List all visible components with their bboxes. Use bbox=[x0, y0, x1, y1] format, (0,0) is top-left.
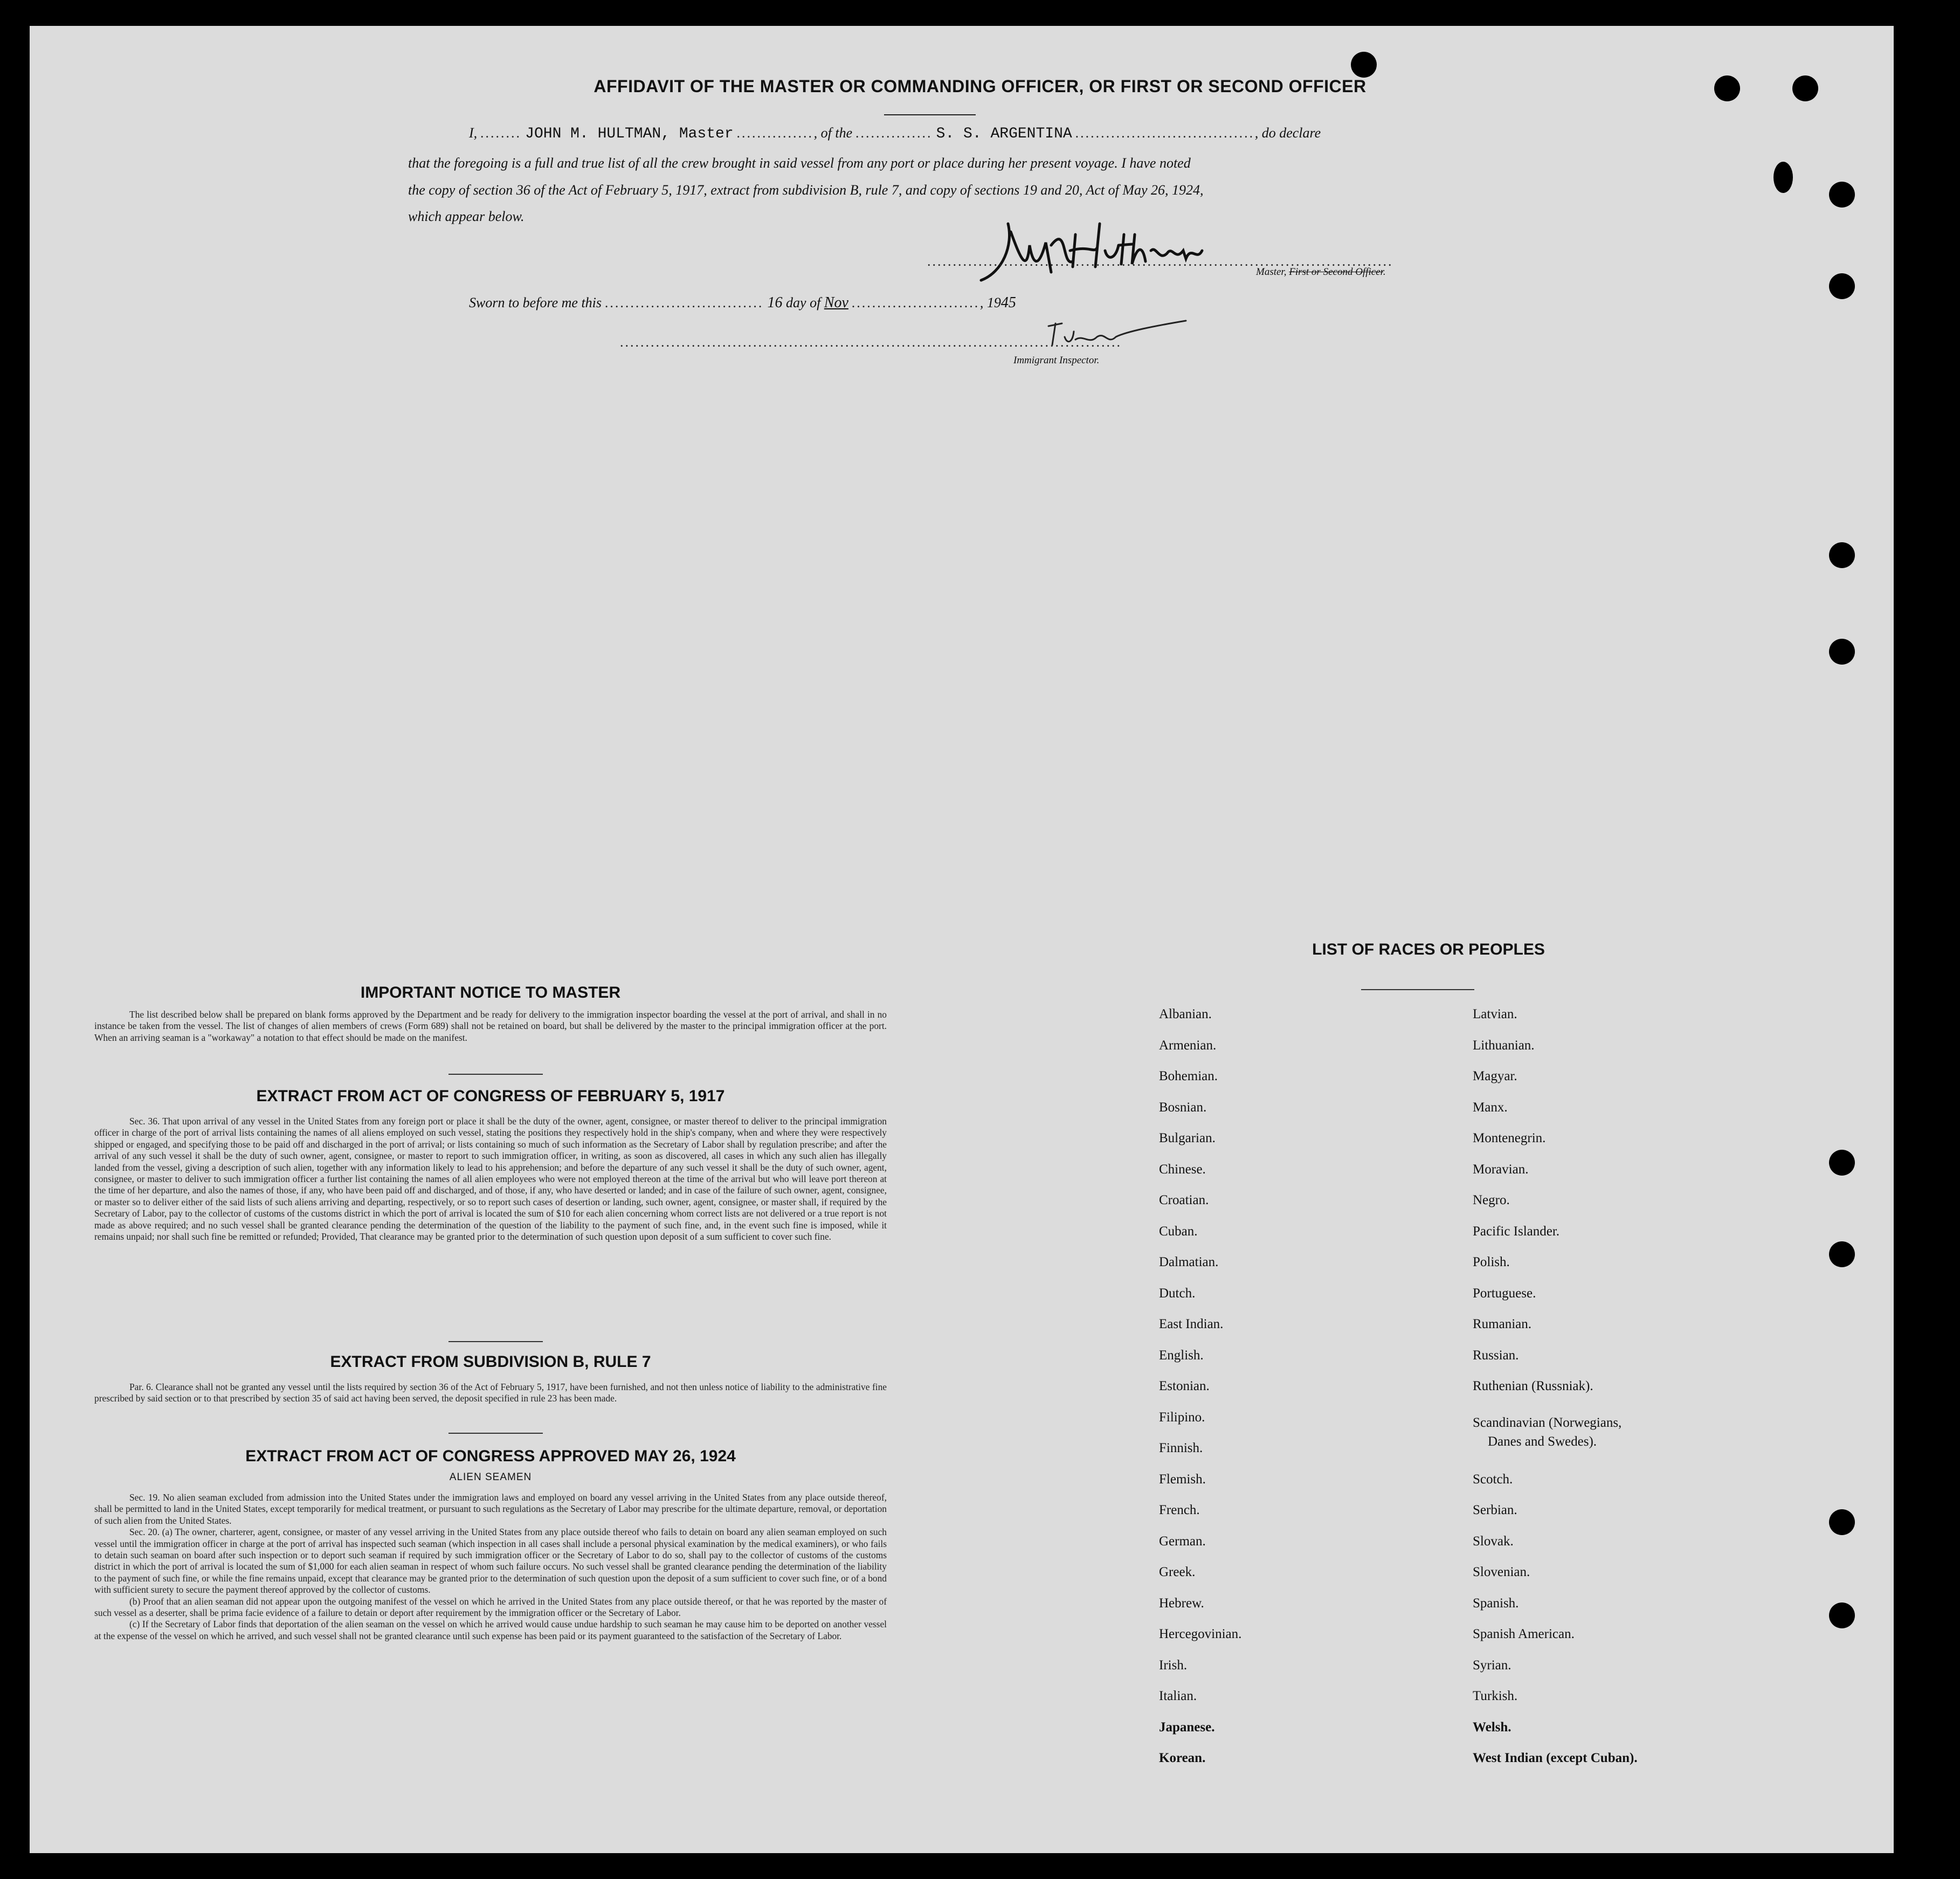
race-item: Irish. bbox=[1159, 1658, 1188, 1673]
sec-20b-text: (b) Proof that an alien seaman did not appear upon the outgoing manifest of the vessel on which he arrived in the United States from any place outside thereof, or that he was reported by the master of such vessel as a deserter, shall be prima facie evidence of a failure to detain or deport after requirement by the immigration officer or the Secretary of Labor. bbox=[94, 1595, 887, 1619]
punch-hole bbox=[1829, 1241, 1855, 1267]
race-item: Portuguese. bbox=[1473, 1286, 1536, 1301]
struck-officer-title: First or Second Officer bbox=[1289, 266, 1383, 278]
master-caption: Master, First or Second Officer. bbox=[1256, 266, 1386, 278]
race-item: Slovak. bbox=[1473, 1534, 1514, 1549]
race-item: Scotch. bbox=[1473, 1472, 1513, 1487]
races-list-title: LIST OF RACES OR PEOPLES bbox=[1312, 941, 1545, 958]
notice-title: IMPORTANT NOTICE TO MASTER bbox=[360, 984, 621, 1001]
master-name-field: JOHN M. HULTMAN, Master bbox=[525, 126, 734, 142]
sec-20a-text: Sec. 20. (a) The owner, charterer, agent, consignee, or master of any vessel arriving in the United States from any place outside thereof who fails to detain on board any alien seaman employed on such vessel until the immigration officer in charge at the port of arrival has inspected such seaman (which inspection in all cases shall include a personal physical examination by the medical examiners), or who fails to detain such seaman on board after such inspection or to deport such seaman if required by such immigration officer or the Secretary of Labor to do so, shall pay to the collector of customs of the customs district in which the port of arrival is located the sum of $1,000 for each alien seaman in respect of whom such failure occurs. No such vessel shall be granted clearance pending the determination of the liability to the payment of such fine, or while the fine remains unpaid, except that clearance may be granted prior to the determination of such question upon the deposit of a sum sufficient to cover such fine, or of a bond with sufficient surety to secure the payment thereof approved by the collector of customs. bbox=[94, 1526, 887, 1595]
race-item: Greek. bbox=[1159, 1565, 1196, 1579]
sec-19-text: Sec. 19. No alien seaman excluded from admission into the United States under the immigration laws and employed on board any vessel arriving in the United States from any place outside thereof, shall be permitted to land in the United States, except temporarily for medical treatment, or pursuant to such regulations as the Secretary of Labor may prescribe for the ultimate departure, removal, or deportation of such alien from the United States. bbox=[94, 1492, 887, 1526]
race-item: Bulgarian. bbox=[1159, 1131, 1216, 1145]
race-item: Lithuanian. bbox=[1473, 1038, 1535, 1053]
sworn-year-field: 45 bbox=[1000, 294, 1016, 311]
of-the-label: , of the bbox=[813, 125, 853, 141]
race-item: Spanish. bbox=[1473, 1596, 1519, 1611]
race-item: Pacific Islander. bbox=[1473, 1224, 1560, 1239]
race-item: Syrian. bbox=[1473, 1658, 1512, 1673]
race-item: West Indian (except Cuban). bbox=[1473, 1751, 1638, 1765]
punch-hole bbox=[1829, 639, 1855, 665]
race-item-continued: Danes and Swedes). bbox=[1488, 1434, 1597, 1449]
sec-20c-text: (c) If the Secretary of Labor finds that deportation of the alien seaman on the vessel on which he arrived would cause undue hardship to such seaman he may cause him to be deported on another vessel at the expense of the vessel on which he arrived, and such vessel shall not be granted clearance until such expense has been paid or its payment guaranteed to the satisfaction of the Secretary of Labor. bbox=[94, 1619, 887, 1641]
race-item: Dalmatian. bbox=[1159, 1255, 1219, 1269]
race-item: Korean. bbox=[1159, 1751, 1206, 1765]
affidavit-title-rule bbox=[884, 114, 976, 115]
punch-hole bbox=[1829, 1602, 1855, 1628]
signature-line: ........................................................................................... bbox=[927, 253, 1393, 269]
race-item: Welsh. bbox=[1473, 1720, 1512, 1735]
race-item: French. bbox=[1159, 1503, 1200, 1517]
race-item: Turkish. bbox=[1473, 1689, 1518, 1703]
section-rule bbox=[448, 1433, 543, 1434]
punch-hole bbox=[1829, 542, 1855, 568]
race-item: Negro. bbox=[1473, 1193, 1510, 1207]
section-rule bbox=[448, 1074, 543, 1075]
sworn-label: Sworn to before me this bbox=[469, 295, 602, 310]
race-item: Slovenian. bbox=[1473, 1565, 1530, 1579]
pronoun-i: I, bbox=[469, 125, 478, 141]
inspector-signature-line: .................................................................................................. bbox=[620, 334, 1122, 350]
race-item: Armenian. bbox=[1159, 1038, 1217, 1053]
race-item: Croatian. bbox=[1159, 1193, 1209, 1207]
affidavit-declaration-line: I, ........ JOHN M. HULTMAN, Master ..............., of the ............... S. S. ARGENTINA ..................................., do declare bbox=[469, 125, 1321, 142]
day-of-label: day of bbox=[786, 295, 821, 310]
race-item: Magyar. bbox=[1473, 1069, 1517, 1083]
race-item: Italian. bbox=[1159, 1689, 1197, 1703]
punch-hole bbox=[1829, 1509, 1855, 1535]
races-title-rule bbox=[1361, 989, 1474, 990]
punch-hole bbox=[1829, 1150, 1855, 1176]
race-item: Moravian. bbox=[1473, 1162, 1529, 1177]
race-item: Albanian. bbox=[1159, 1007, 1212, 1021]
race-item: Montenegrin. bbox=[1473, 1131, 1546, 1145]
race-item: Manx. bbox=[1473, 1100, 1508, 1115]
race-item: Ruthenian (Russniak). bbox=[1473, 1379, 1593, 1393]
race-item: Bosnian. bbox=[1159, 1100, 1207, 1115]
race-item: Filipino. bbox=[1159, 1410, 1205, 1425]
section-rule bbox=[448, 1341, 543, 1342]
race-item: Hercegovinian. bbox=[1159, 1627, 1242, 1641]
race-item: Hebrew. bbox=[1159, 1596, 1204, 1611]
race-item: Scandinavian (Norwegians, bbox=[1473, 1415, 1622, 1430]
race-item: Cuban. bbox=[1159, 1224, 1198, 1239]
race-item: Polish. bbox=[1473, 1255, 1510, 1269]
race-item: Chinese. bbox=[1159, 1162, 1206, 1177]
race-item: Japanese. bbox=[1159, 1720, 1215, 1735]
inspector-caption: Immigrant Inspector. bbox=[1013, 355, 1100, 366]
affidavit-text-line: which appear below. bbox=[408, 209, 524, 224]
race-item: Bohemian. bbox=[1159, 1069, 1218, 1083]
punch-hole bbox=[1773, 162, 1793, 193]
punch-hole bbox=[1829, 273, 1855, 299]
extract-rule7-title: EXTRACT FROM SUBDIVISION B, RULE 7 bbox=[330, 1353, 651, 1371]
year-prefix-label: , 19 bbox=[979, 295, 1001, 310]
race-item: Flemish. bbox=[1159, 1472, 1206, 1487]
race-item: Finnish. bbox=[1159, 1441, 1203, 1455]
punch-hole bbox=[1829, 182, 1855, 208]
race-item: English. bbox=[1159, 1348, 1204, 1363]
race-item: German. bbox=[1159, 1534, 1206, 1549]
race-item: East Indian. bbox=[1159, 1317, 1224, 1331]
vessel-name-field: S. S. ARGENTINA bbox=[936, 126, 1072, 142]
affidavit-text-line: the copy of section 36 of the Act of February 5, 1917, extract from subdivision B, rule 7, and copy of sections 19 and 20, Act of May 26, 1924, bbox=[408, 182, 1204, 198]
extract-rule7-body: Par. 6. Clearance shall not be granted any vessel until the lists required by section 36 of the Act of February 5, 1917, have been furnished, and not then unless notice of liability to the administrative fine prescribed by said section or to that prescribed by section 35 of said act having been served, the deposit specified in rule 23 has been made. bbox=[94, 1381, 887, 1404]
extract-1924-title: EXTRACT FROM ACT OF CONGRESS APPROVED MAY 26, 1924 bbox=[245, 1447, 736, 1465]
affidavit-title: AFFIDAVIT OF THE MASTER OR COMMANDING OFFICER, OR FIRST OR SECOND OFFICER bbox=[593, 77, 1367, 96]
punch-hole bbox=[1351, 52, 1377, 78]
extract-1924-body bbox=[94, 1492, 887, 1642]
race-item: Russian. bbox=[1473, 1348, 1519, 1363]
sworn-line: Sworn to before me this ............................... 16 day of Nov ........................., 1945 bbox=[469, 294, 1016, 311]
race-item: Serbian. bbox=[1473, 1503, 1517, 1517]
race-item: Estonian. bbox=[1159, 1379, 1210, 1393]
extract-1917-title: EXTRACT FROM ACT OF CONGRESS OF FEBRUARY 5, 1917 bbox=[256, 1087, 725, 1105]
sworn-month-field: Nov bbox=[824, 294, 848, 311]
race-item: Latvian. bbox=[1473, 1007, 1517, 1021]
race-item: Dutch. bbox=[1159, 1286, 1196, 1301]
do-declare-label: , do declare bbox=[1254, 125, 1321, 141]
race-item: Rumanian. bbox=[1473, 1317, 1532, 1331]
sworn-day-field: 16 bbox=[767, 294, 783, 311]
notice-body: The list described below shall be prepared on blank forms approved by the Department and be ready for delivery to the immigration inspector boarding the vessel at the port of arrival, and shall in no instance be taken from the vessel. The list of changes of alien members of crews (Form 689) shall not be retained on board, but shall be delivered by the master to the principal immigration officer at the port. When an arriving seaman is a "workaway" a notation to that effect should be made on the manifest. bbox=[94, 1009, 887, 1043]
extract-1917-body: Sec. 36. That upon arrival of any vessel in the United States from any foreign port or place it shall be the duty of the owner, agent, consignee, or master thereof to deliver to the principal immigration officer in charge of the port of arrival lists containing the names of all aliens employed on such vessel, stating the positions they respectively hold in the ship's company, when and where they were respectively shipped or engaged, and specifying those to be paid off and discharged in the port of arrival; or lists containing so much of such information as the Secretary of Labor shall by regulation prescribe; and after the arrival of any such vessel it shall be the duty of such owner, agent, consignee, or master to report to such immigration officer, in writing, as soon as discovered, all cases in which any such alien has illegally landed from the vessel, giving a description of such alien, together with any information likely to lead to his apprehension; and before the departure of any such vessel it shall be the duty of such owner, agent, consignee, or master to deliver to such immigration officer a further list containing the names of all alien employees who were not employed thereon at the time of the arrival but who will leave port thereon at the time of her departure, and also the names of those, if any, who have been paid off and discharged, and of those, if any, who have deserted or landed; and in case of the failure of such owner, agent, consignee, or master so to deliver either of the said lists of such aliens arriving and departing, respectively, or so to report such cases of desertion or landing, such owner, agent, consignee, or master shall, if required by the Secretary of Labor, pay to the collector of customs of the customs district in which the port of arrival is located the sum of $10 for each alien concerning whom correct lists are not delivered or a true report is not made as above required; and no such vessel shall be granted clearance pending the determination of the question of the liability to the payment of such fine, and, in the event such fine is imposed, while it remains unpaid; nor shall such fine be remitted or refunded; Provided, That clearance may be granted prior to the determination of such question upon deposit of a sum sufficient to cover such fine. bbox=[94, 1116, 887, 1242]
race-item: Spanish American. bbox=[1473, 1627, 1575, 1641]
affidavit-text-line: that the foregoing is a full and true list of all the crew brought in said vessel from any port or place during her present voyage. I have noted bbox=[408, 155, 1191, 171]
alien-seamen-subtitle: ALIEN SEAMEN bbox=[449, 1472, 532, 1483]
